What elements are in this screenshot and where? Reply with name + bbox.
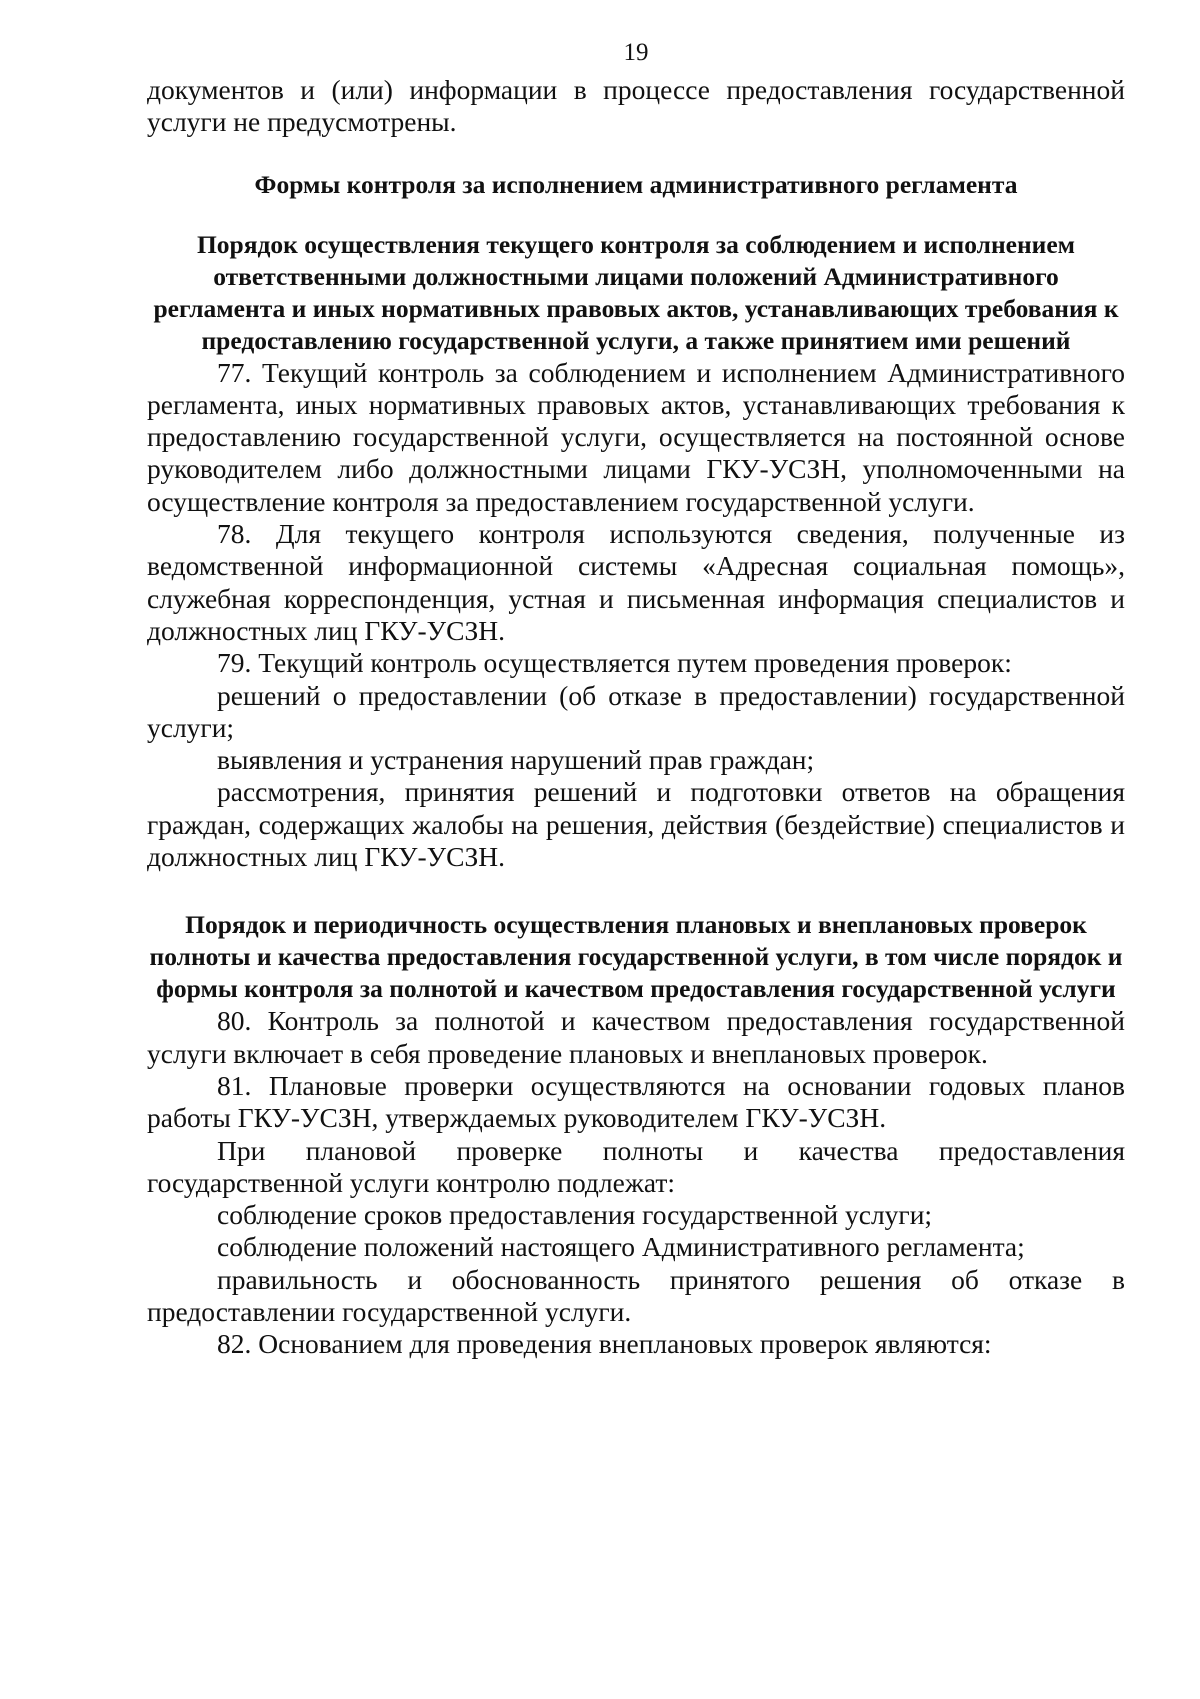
list-item-complaints: рассмотрения, принятия решений и подготовки ответов на обращения граждан, содержащих жалобы на решения, действия (бездействие) специалистов и должностных лиц ГКУ-УСЗН. [147,776,1125,873]
paragraph-82: 82. Основанием для проведения внеплановых проверок являются: [217,1328,992,1360]
list-item-violations: выявления и устранения нарушений прав граждан; [217,744,815,776]
paragraph-81: 81. Плановые проверки осуществляются на основании годовых планов работы ГКУ-УСЗН, утверждаемых руководителем ГКУ-УСЗН. [147,1069,1125,1134]
list-item-refusal: правильность и обоснованность принятого решения об отказе в предоставлении государственной услуги. [147,1263,1125,1328]
intro-paragraph: документов и (или) информации в процессе предоставления государственной услуги не предусмотрены. [147,74,1125,138]
paragraph-77: 77. Текущий контроль за соблюдением и исполнением Административного регламента, иных нормативных правовых актов, устанавливающих требования к предоставлению государственной услуги, осуществляется на постоянной основе руководителем либо должностными лицами ГКУ-УСЗН, уполномоченными на осуществление контроля за предоставлением государственной услуги. [147,356,1125,517]
document-page [147,38,1125,1361]
paragraph-79: 79. Текущий контроль осуществляется путем проведения проверок: [217,647,1012,679]
section-1-heading: Порядок осуществления текущего контроля за соблюдением и исполнением ответственными должностными лицами положений Административного регламента и иных нормативных правовых актов, устанавливающих требования к предоставлению государственной услуги, а также принятием ими решений [153,229,1119,355]
list-item-decisions: решений о предоставлении (об отказе в предоставлении) государственной услуги; [147,679,1125,743]
list-item-terms: соблюдение сроков предоставления государственной услуги; [217,1199,933,1231]
page-number: 19 [623,39,649,66]
paragraph-78: 78. Для текущего контроля используются сведения, полученные из ведомственной информационной системы «Адресная социальная помощь», служебная корреспонденция, устная и письменная информация специалистов и должностных лиц ГКУ-УСЗН. [147,518,1125,646]
paragraph-planned-check: При плановой проверке полноты и качества предоставления государственной услуги контролю подлежат: [147,1134,1125,1198]
paragraph-80: 80. Контроль за полнотой и качеством предоставления государственной услуги включает в себя проведение плановых и внеплановых проверок. [147,1005,1125,1069]
section-2-heading: Порядок и периодичность осуществления плановых и внеплановых проверок полноты и качества предоставления государственной услуги, в том числе порядок и формы контроля за полнотой и качеством предоставления государственной услуги [149,910,1123,1004]
list-item-regulation: соблюдение положений настоящего Административного регламента; [217,1231,1025,1263]
main-heading: Формы контроля за исполнением административного регламента [254,169,1018,199]
